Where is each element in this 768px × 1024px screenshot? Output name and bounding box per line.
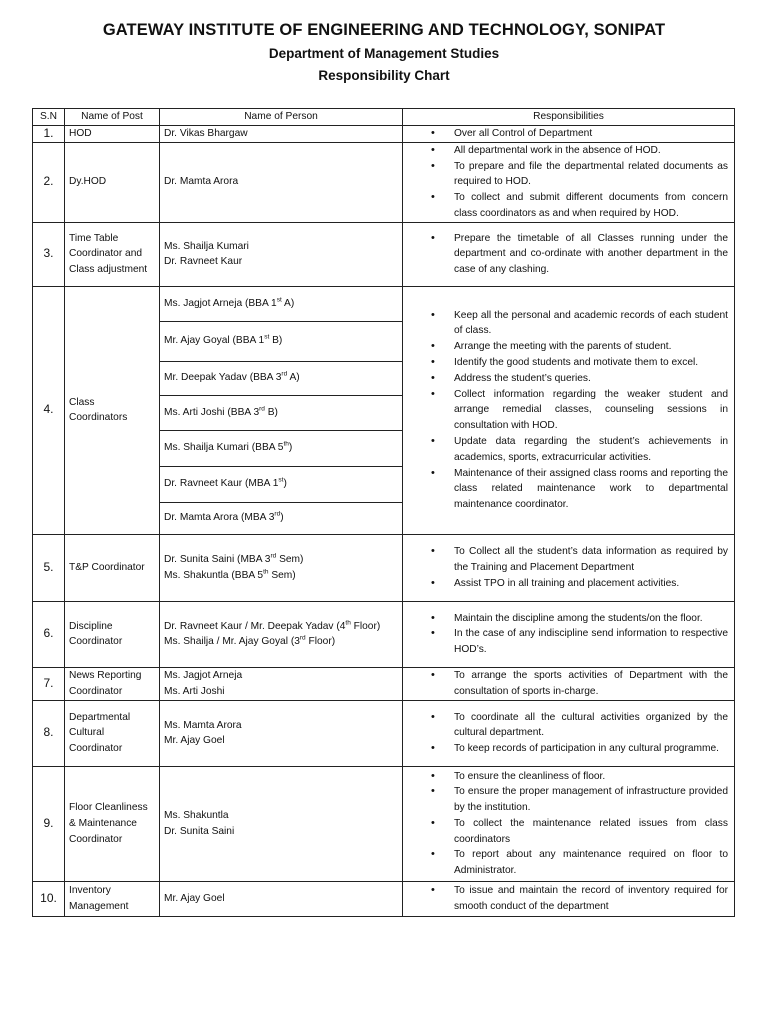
- row-sn: 8.: [33, 700, 65, 766]
- row-responsibilities: [403, 126, 735, 143]
- row-post: HOD: [65, 126, 160, 143]
- row-post: Time Table Coordinator and Class adjustment: [65, 222, 160, 286]
- row-sn: 3.: [33, 222, 65, 286]
- row-persons: [160, 534, 403, 601]
- department-title: Department of Management Studies: [268, 46, 500, 61]
- person-text: Ms. Shailja Kumari (BBA 5: [164, 442, 284, 454]
- responsibility-item: • To coordinate all the cultural activities organized by the cultural department.: [407, 710, 728, 742]
- person-text-suffix: ): [280, 511, 284, 523]
- row-sn: 5.: [33, 534, 65, 601]
- row-post: News Reporting Coordinator: [65, 667, 160, 700]
- person-text-suffix: Floor): [305, 636, 336, 648]
- person-name: [164, 619, 398, 635]
- responsibility-table: [32, 108, 735, 917]
- responsibility-item: • To ensure the proper management of infrastructure provided by the institution.: [407, 784, 728, 816]
- row-sn: 9.: [33, 766, 65, 881]
- row-persons: [160, 881, 403, 916]
- responsibility-item: • Prepare the timetable of all Classes running under the department and co-ordinate with another department in the case of any clashing.: [407, 231, 728, 278]
- person-text-suffix: Sem): [268, 569, 296, 581]
- person-name: [164, 568, 398, 584]
- ordinal-suffix: rd: [299, 634, 306, 642]
- person-text-suffix: A): [281, 298, 295, 310]
- row-persons: [160, 700, 403, 766]
- table-row: [33, 222, 735, 286]
- responsibility-list: [407, 143, 728, 222]
- ordinal-suffix: st: [278, 477, 284, 484]
- person-text: Dr. Ravneet Kaur / Mr. Deepak Yadav (4: [164, 620, 346, 632]
- responsibility-item: • Arrange the meeting with the parents of student.: [407, 339, 728, 355]
- person-name: [164, 552, 398, 568]
- table-row: [33, 881, 735, 916]
- responsibility-list: [407, 231, 728, 278]
- person-text: Ms. Shakuntla (BBA 5: [164, 569, 264, 581]
- row-persons: [160, 766, 403, 881]
- row-responsibilities: [403, 700, 735, 766]
- person-text-suffix: B): [269, 335, 283, 347]
- responsibility-item: • Maintain the discipline among the students/on the floor.: [407, 611, 728, 627]
- person-name: Mr. Ajay Goel: [164, 735, 225, 747]
- responsibility-list: [407, 126, 728, 142]
- row-persons: [160, 222, 403, 286]
- person-text: Mr. Deepak Yadav (BBA 3: [164, 372, 282, 384]
- row-responsibilities: [403, 667, 735, 700]
- responsibility-item: • To collect the maintenance related issues from class coordinators: [407, 816, 728, 848]
- responsibility-list: [407, 710, 728, 757]
- table-row: [33, 286, 735, 534]
- responsibility-item: • Update data regarding the student’s achievements in academics, sports, extracurricular activities.: [407, 434, 728, 466]
- person-name: Ms. Arti Joshi: [164, 685, 225, 697]
- person-text: Dr. Ravneet Kaur (MBA 1: [164, 478, 279, 490]
- ordinal-suffix: th: [345, 619, 351, 627]
- row-responsibilities: [403, 766, 735, 881]
- ordinal-suffix: rd: [281, 371, 288, 378]
- responsibility-list: [407, 611, 728, 658]
- row-responsibilities: [403, 222, 735, 286]
- person-name: Ms. Mamta Arora: [164, 719, 242, 731]
- table-body: [33, 126, 735, 917]
- row-post: Discipline Coordinator: [65, 601, 160, 667]
- row-post: Floor Cleanliness & Maintenance Coordinator: [65, 766, 160, 881]
- ordinal-suffix: th: [263, 568, 269, 576]
- ordinal-suffix: rd: [270, 552, 277, 560]
- row-persons: [160, 667, 403, 700]
- header-responsibilities: Responsibilities: [403, 109, 735, 126]
- ordinal-suffix: rd: [274, 510, 281, 518]
- header-sn: S.N: [33, 109, 65, 126]
- table-row: [33, 667, 735, 700]
- person-name: Mr. Ajay Goel: [164, 892, 225, 904]
- ordinal-suffix: st: [276, 297, 282, 304]
- person-text-suffix: Floor): [350, 620, 381, 632]
- person-text-suffix: ): [283, 478, 287, 490]
- responsibility-item: • Address the student’s queries.: [407, 371, 728, 387]
- row-sn: 6.: [33, 601, 65, 667]
- responsibility-list: [407, 544, 728, 591]
- person-name: Dr. Ravneet Kaur: [164, 256, 243, 268]
- responsibility-item: • To issue and maintain the record of inventory required for smooth conduct of the department: [407, 883, 728, 915]
- person-name: [160, 503, 402, 533]
- responsibility-item: • Maintenance of their assigned class rooms and reporting the class related maintenance work to departmental maintenance coordinator.: [407, 466, 728, 513]
- ordinal-suffix: rd: [259, 405, 265, 413]
- person-name: [160, 288, 402, 322]
- row-persons: [160, 601, 403, 667]
- row-responsibilities: [403, 881, 735, 916]
- responsibility-item: • All departmental work in the absence of HOD.: [407, 143, 728, 159]
- table-row: [33, 601, 735, 667]
- row-post: Class Coordinators: [65, 286, 160, 534]
- row-post: Departmental Cultural Coordinator: [65, 700, 160, 766]
- responsibility-list: [407, 668, 728, 700]
- person-name: [160, 467, 402, 503]
- row-sn: 7.: [33, 667, 65, 700]
- person-name: Dr. Vikas Bhargaw: [164, 128, 248, 139]
- row-sn: 4.: [33, 286, 65, 534]
- row-post: Inventory Management: [65, 881, 160, 916]
- person-text: Ms. Jagjot Arneja (BBA 1: [164, 298, 277, 310]
- person-name: Dr. Mamta Arora: [164, 176, 239, 188]
- responsibility-item: • Keep all the personal and academic records of each student of class.: [407, 308, 728, 340]
- person-name: Dr. Sunita Saini: [164, 825, 235, 837]
- responsibility-item: • To prepare and file the departmental related documents as required to HOD.: [407, 159, 728, 191]
- row-post: Dy.HOD: [65, 142, 160, 222]
- ordinal-suffix: th: [283, 441, 289, 448]
- person-name: [164, 634, 398, 650]
- person-text: Mr. Ajay Goyal (BBA 1: [164, 335, 265, 347]
- responsibility-item: • Identify the good students and motivate them to excel.: [407, 355, 728, 371]
- row-sn: 10.: [33, 881, 65, 916]
- person-name: Ms. Jagjot Arneja: [164, 670, 243, 681]
- row-persons: [160, 286, 403, 534]
- row-post: T&P Coordinator: [65, 534, 160, 601]
- chart-title: Responsibility Chart: [318, 68, 450, 83]
- responsibility-list: [407, 769, 728, 880]
- responsibility-item: • To Collect all the student’s data information as required by the Training and Placement Department: [407, 544, 728, 576]
- table-row: [33, 142, 735, 222]
- person-text: Dr. Sunita Saini (MBA 3: [164, 554, 271, 565]
- person-name: [160, 396, 402, 431]
- person-text-suffix: ): [288, 442, 293, 454]
- responsibility-item: • Assist TPO in all training and placement activities.: [407, 576, 728, 592]
- responsibility-item: • Collect information regarding the weaker student and arrange remedial classes, counseling sessions in consultation with HOD.: [407, 387, 728, 434]
- responsibility-item: • In the case of any indiscipline send information to respective HOD’s.: [407, 626, 728, 658]
- row-sn: 1.: [33, 126, 65, 143]
- table-row: [33, 534, 735, 601]
- responsibility-item: • To arrange the sports activities of Department with the consultation of sports in-charge.: [407, 668, 728, 700]
- person-text-suffix: A): [287, 372, 300, 384]
- person-text: Ms. Arti Joshi (BBA 3: [164, 406, 260, 418]
- row-responsibilities: [403, 286, 735, 534]
- table-row: [33, 766, 735, 881]
- row-responsibilities: [403, 601, 735, 667]
- ordinal-suffix: st: [264, 334, 270, 341]
- responsibility-item: • To keep records of participation in any cultural programme.: [407, 741, 728, 757]
- person-name: [160, 322, 402, 362]
- responsibility-list: [407, 308, 728, 513]
- person-name: Ms. Shakuntla: [164, 810, 229, 821]
- person-text: Dr. Mamta Arora (MBA 3: [164, 511, 275, 523]
- table-row: [33, 126, 735, 143]
- person-name: Ms. Shailja Kumari: [164, 240, 249, 252]
- responsibility-item: • To report about any maintenance required on floor to Administrator.: [407, 847, 728, 879]
- responsibility-list: [407, 883, 728, 915]
- row-persons: [160, 126, 403, 143]
- header-post: Name of Post: [65, 109, 160, 126]
- person-text-suffix: B): [264, 406, 278, 418]
- row-persons: [160, 142, 403, 222]
- responsibility-item: • Over all Control of Department: [407, 126, 728, 142]
- person-text-suffix: Sem): [276, 554, 304, 565]
- person-name: [160, 362, 402, 396]
- person-text: Ms. Shailja / Mr. Ajay Goyal (3: [164, 636, 300, 648]
- institute-title: GATEWAY INSTITUTE OF ENGINEERING AND TECHNOLOGY, SONIPAT: [102, 21, 666, 39]
- responsibility-item: • To ensure the cleanliness of floor.: [407, 769, 728, 785]
- person-name: [160, 431, 402, 467]
- row-sn: 2.: [33, 142, 65, 222]
- row-responsibilities: [403, 142, 735, 222]
- table-row: [33, 700, 735, 766]
- header-person: Name of Person: [160, 109, 403, 126]
- row-responsibilities: [403, 534, 735, 601]
- responsibility-item: • To collect and submit different documents from concern class coordinators as and when required by HOD.: [407, 190, 728, 222]
- table-header-row: [33, 109, 735, 126]
